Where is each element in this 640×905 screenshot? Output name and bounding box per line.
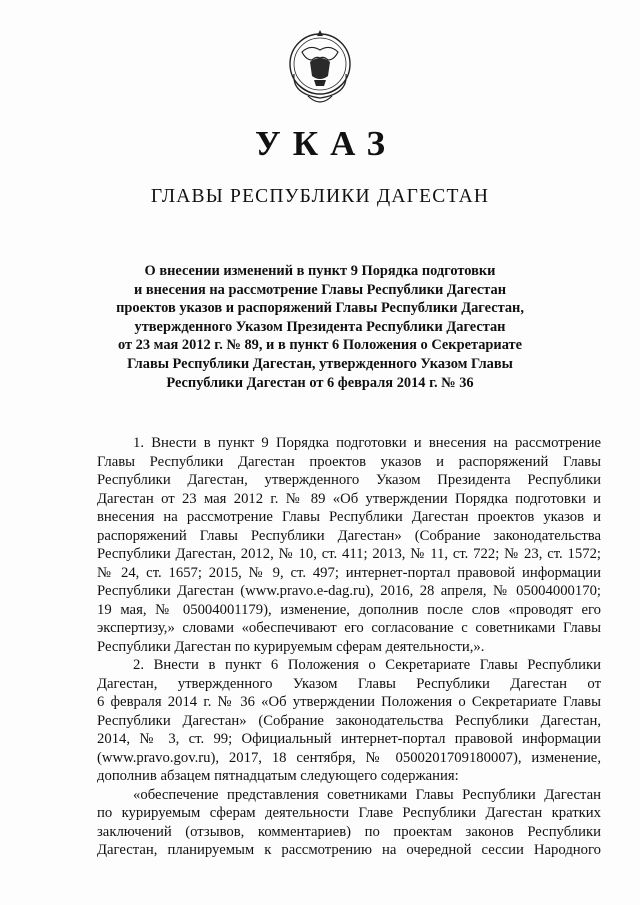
decree-subject — [96, 262, 544, 392]
body-line: дополнив абзацем пятнадцатым следующего содержания: — [97, 768, 459, 784]
subject-line: и внесения на рассмотрение Главы Республики Дагестан — [133, 281, 507, 298]
body-line: по курируемым сферам деятельности Главе Республики Дагестан кратких — [97, 805, 601, 821]
body-line: Республики Дагестан» (Собрание законодательства Республики Дагестан, — [97, 712, 601, 729]
body-line: «обеспечение представления советниками Главы Республики Дагестан — [133, 786, 601, 803]
body-line: 6 февраля 2014 г. № 36 «Об утверждении Положения о Секретариате Главы — [97, 694, 601, 710]
subject-line: от 23 мая 2012 г. № 89, и в пункт 6 Положения о Секретариате — [117, 337, 522, 354]
subject-line: О внесении изменений в пункт 9 Порядка подготовки — [144, 263, 496, 279]
document-issuer: ГЛАВЫ РЕСПУБЛИКИ ДАГЕСТАН — [150, 186, 490, 207]
coat-of-arms-emblem — [284, 24, 356, 110]
body-line: внесения на рассмотрение Главы Республики Дагестан проектов указов и — [97, 509, 601, 525]
body-line: заключений (отзывов, комментариев) по проектам законов Республики — [97, 823, 601, 840]
body-line: 1. Внести в пункт 9 Порядка подготовки и внесения на рассмотрение — [133, 435, 601, 451]
body-line: Республики Дагестан по курируемым сферам деятельности,». — [97, 638, 485, 655]
subject-line: Республики Дагестан от 6 февраля 2014 г. № 36 — [166, 374, 474, 391]
body-line: Республики Дагестан, 2012, № 10, ст. 411; 2013, № 11, ст. 722; № 23, ст. 1572; — [97, 546, 601, 562]
body-line: 2014, № 3, ст. 99; Официальный интернет-портал правовой информации — [97, 731, 601, 747]
subject-line: утвержденного Указом Президента Республики Дагестан — [134, 318, 506, 335]
body-line: 2. Внести в пункт 6 Положения о Секретариате Главы Республики — [133, 657, 601, 673]
body-line: Республики Дагестан, утвержденного Указом Президента Республики — [97, 472, 601, 488]
subject-line: проектов указов и распоряжений Главы Республики Дагестан, — [116, 300, 524, 317]
body-line: экспертизу,» словами «обеспечивают его согласование с советниками Главы — [97, 620, 601, 636]
body-line: распоряжений Главы Республики Дагестан» (Собрание законодательства — [97, 527, 601, 544]
body-line: Дагестан, утвержденного Указом Главы Республики Дагестан от — [97, 675, 601, 692]
body-line: Республики Дагестан (www.pravo.e-dag.ru), 2016, 28 апреля, № 05004000170; — [97, 583, 601, 599]
document-title: УКАЗ — [255, 124, 397, 163]
body-line: № 24, ст. 1657; 2015, № 9, ст. 497; интернет-портал правовой информации — [97, 564, 601, 581]
subject-line: Главы Республики Дагестан, утвержденного Указом Главы — [127, 355, 513, 372]
decree-body — [97, 434, 601, 860]
body-line: Дагестан от 23 мая 2012 г. № 89 «Об утверждении Порядка подготовки и — [97, 490, 601, 507]
body-line: Главы Республики Дагестан проектов указов и распоряжений Главы — [97, 453, 601, 470]
body-line: (www.pravo.gov.ru), 2017, 18 сентября, № 0500201709180007), изменение, — [97, 749, 601, 766]
body-line: 19 мая, № 05004001179), изменение, дополнив после слов «проводят его — [97, 601, 601, 618]
body-line: Дагестан, планируемым к рассмотрению на очередной сессии Народного — [97, 842, 601, 858]
